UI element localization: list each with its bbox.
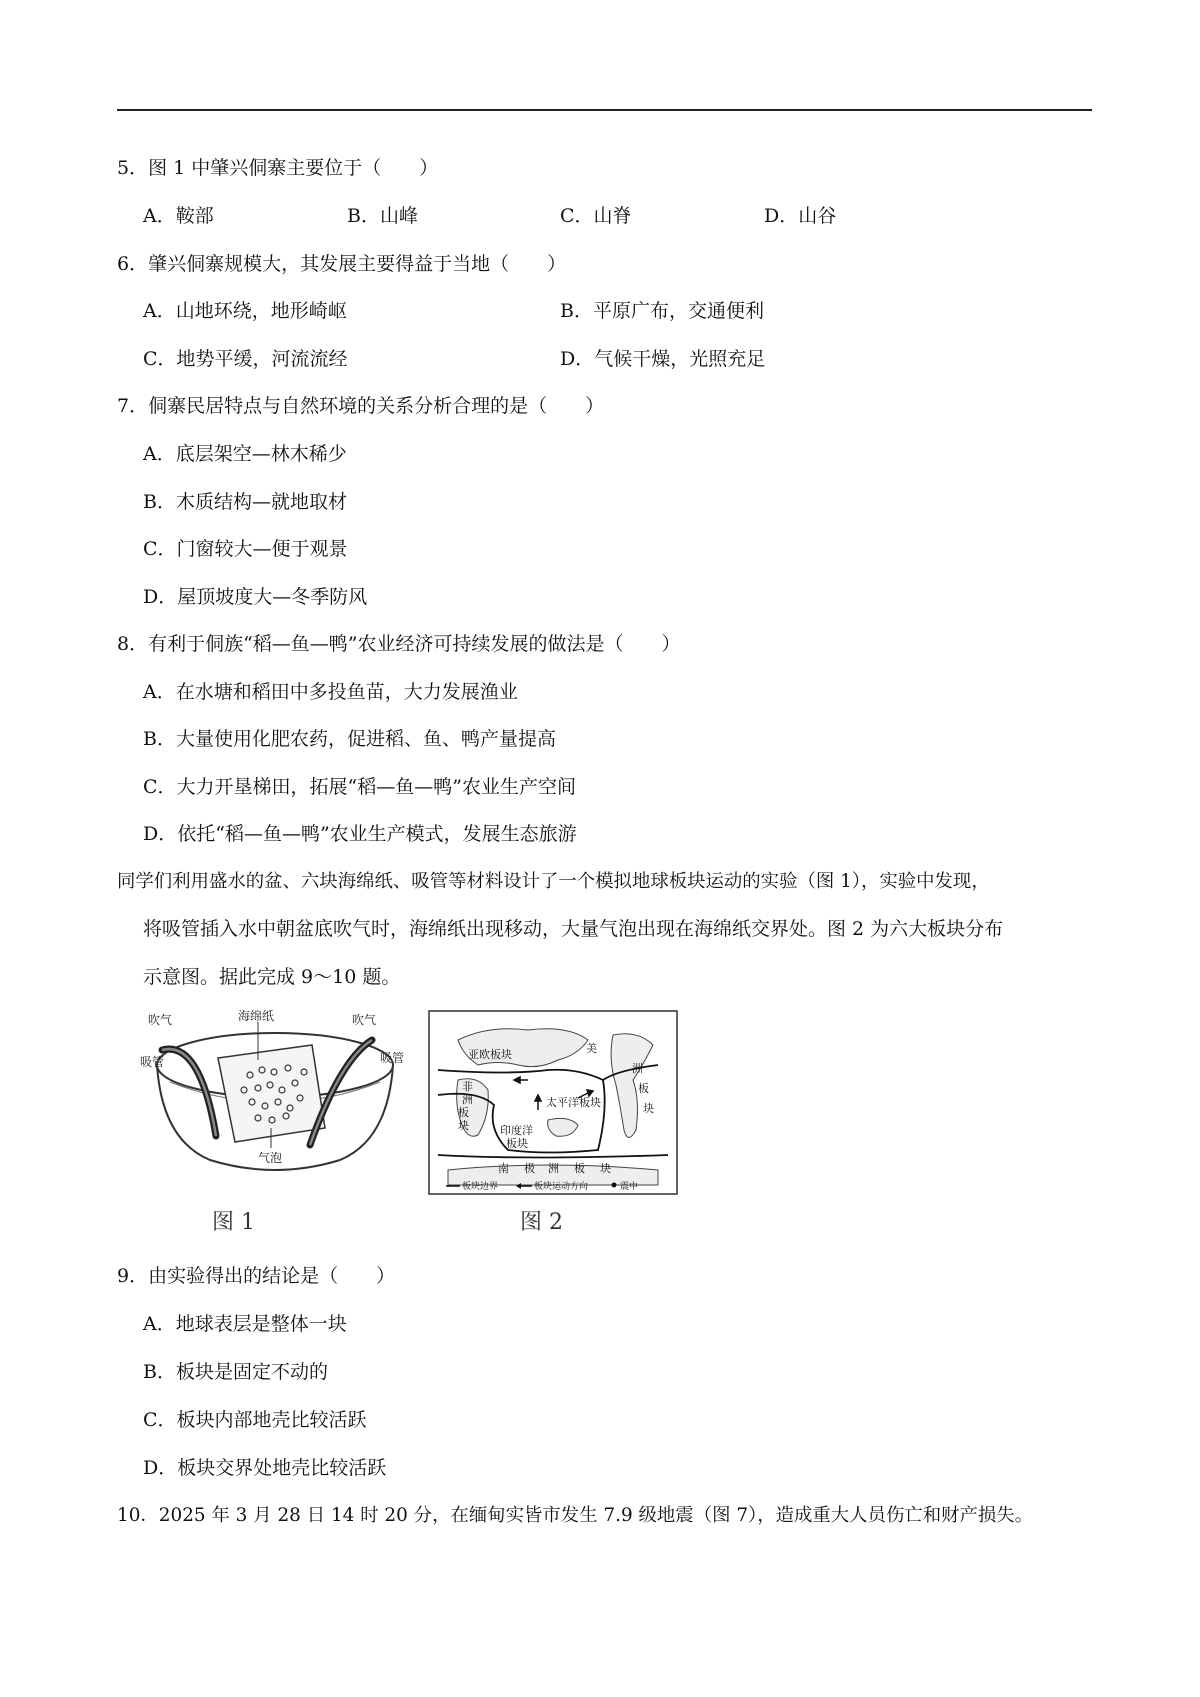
label-blow-right: 吹气 — [352, 1013, 377, 1027]
q6-option-c: C．地势平缓，河流流经 — [143, 348, 348, 370]
legend-boundary: 板块边界 — [462, 1182, 499, 1192]
question-10-stem: 10．2025 年 3 月 28 日 14 时 20 分，在缅甸实皆市发生 7.9 级地震（图 7），造成重大人员伤亡和财产损失。 — [117, 1505, 1034, 1526]
q7-option-a: A．底层架空—林木稀少 — [143, 443, 347, 465]
header-rule — [117, 109, 1092, 111]
passage-line-1: 同学们利用盛水的盆、六块海绵纸、吸管等材料设计了一个模拟地球板块运动的实验（图 1），实验中发现， — [117, 871, 990, 892]
label-antarctic-4: 板 — [574, 1162, 585, 1175]
q6-option-b: B．平原广布，交通便利 — [560, 300, 764, 322]
label-pacific-plate: 太平洋板块 — [546, 1096, 601, 1109]
q7-option-c: C．门窗较大—便于观景 — [143, 538, 348, 560]
figure-2-plate-map — [428, 1010, 678, 1195]
figure-1-basin — [140, 1010, 410, 1185]
label-antarctic-2: 极 — [524, 1162, 535, 1175]
label-bubble: 气泡 — [258, 1151, 283, 1165]
q9-option-d: D．板块交界处地壳比较活跃 — [143, 1457, 387, 1479]
label-antarctic-5: 块 — [600, 1162, 611, 1175]
q9-option-a: A．地球表层是整体一块 — [143, 1313, 347, 1335]
label-straw-right: 吸管 — [380, 1051, 405, 1065]
q5-option-d: D．山谷 — [764, 205, 837, 227]
label-african-1: 非 — [462, 1080, 473, 1093]
question-5-stem: 5．图 1 中肇兴侗寨主要位于（ ） — [117, 157, 439, 179]
q7-option-d: D．屋顶坡度大—冬季防风 — [143, 586, 368, 608]
q9-option-c: C．板块内部地壳比较活跃 — [143, 1409, 367, 1431]
label-sponge: 海绵纸 — [238, 1010, 275, 1023]
label-american-4: 块 — [643, 1102, 654, 1115]
label-african-3: 板 — [458, 1106, 469, 1119]
label-straw-left: 吸管 — [140, 1055, 165, 1069]
legend-direction: 板块运动方向 — [534, 1182, 589, 1192]
q5-option-c: C．山脊 — [560, 205, 632, 227]
question-8-stem: 8．有利于侗族“稻—鱼—鸭”农业经济可持续发展的做法是（ ） — [117, 633, 681, 655]
q9-option-b: B．板块是固定不动的 — [143, 1361, 328, 1383]
label-blow-left: 吹气 — [148, 1013, 173, 1027]
q8-option-c: C．大力开垦梯田，拓展“稻—鱼—鸭”农业生产空间 — [143, 776, 576, 798]
label-american-2: 洲 — [632, 1062, 643, 1075]
q7-option-b: B．木质结构—就地取材 — [143, 491, 347, 513]
question-9-stem: 9．由实验得出的结论是（ ） — [117, 1265, 396, 1287]
passage-line-2: 将吸管插入水中朝盆底吹气时，海绵纸出现移动，大量气泡出现在海绵纸交界处。图 2 为六大板块分布 — [143, 918, 1004, 940]
label-eurasian-plate: 亚欧板块 — [468, 1048, 512, 1061]
q8-option-a: A．在水塘和稻田中多投鱼苗，大力发展渔业 — [143, 681, 518, 703]
q6-option-d: D．气候干燥，光照充足 — [560, 348, 766, 370]
figure-2-caption: 图 2 — [520, 1210, 563, 1235]
question-6-stem: 6．肇兴侗寨规模大，其发展主要得益于当地（ ） — [117, 253, 567, 275]
q8-option-d: D．依托“稻—鱼—鸭”农业生产模式，发展生态旅游 — [143, 823, 577, 845]
legend-epicenter: 震中 — [620, 1182, 639, 1192]
sponge-paper — [218, 1045, 325, 1142]
q5-option-a: A．鞍部 — [143, 205, 214, 227]
label-antarctic-1: 南 — [498, 1162, 509, 1175]
label-african-4: 块 — [458, 1119, 469, 1132]
question-7-stem: 7．侗寨民居特点与自然环境的关系分析合理的是（ ） — [117, 395, 605, 417]
figure-area — [140, 1010, 680, 1240]
q8-option-b: B．大量使用化肥农药，促进稻、鱼、鸭产量提高 — [143, 728, 556, 750]
figure-1-caption: 图 1 — [212, 1210, 255, 1235]
label-african-2: 洲 — [462, 1093, 473, 1106]
passage-line-3: 示意图。据此完成 9～10 题。 — [143, 966, 401, 988]
label-indian-1: 印度洋 — [500, 1124, 533, 1137]
q5-option-b: B．山峰 — [347, 205, 418, 227]
label-indian-2: 板块 — [506, 1137, 528, 1150]
label-american-3: 板 — [638, 1082, 649, 1095]
q6-option-a: A．山地环绕，地形崎岖 — [143, 300, 347, 322]
label-antarctic-3: 洲 — [548, 1162, 559, 1175]
label-american-1: 美 — [586, 1042, 597, 1055]
